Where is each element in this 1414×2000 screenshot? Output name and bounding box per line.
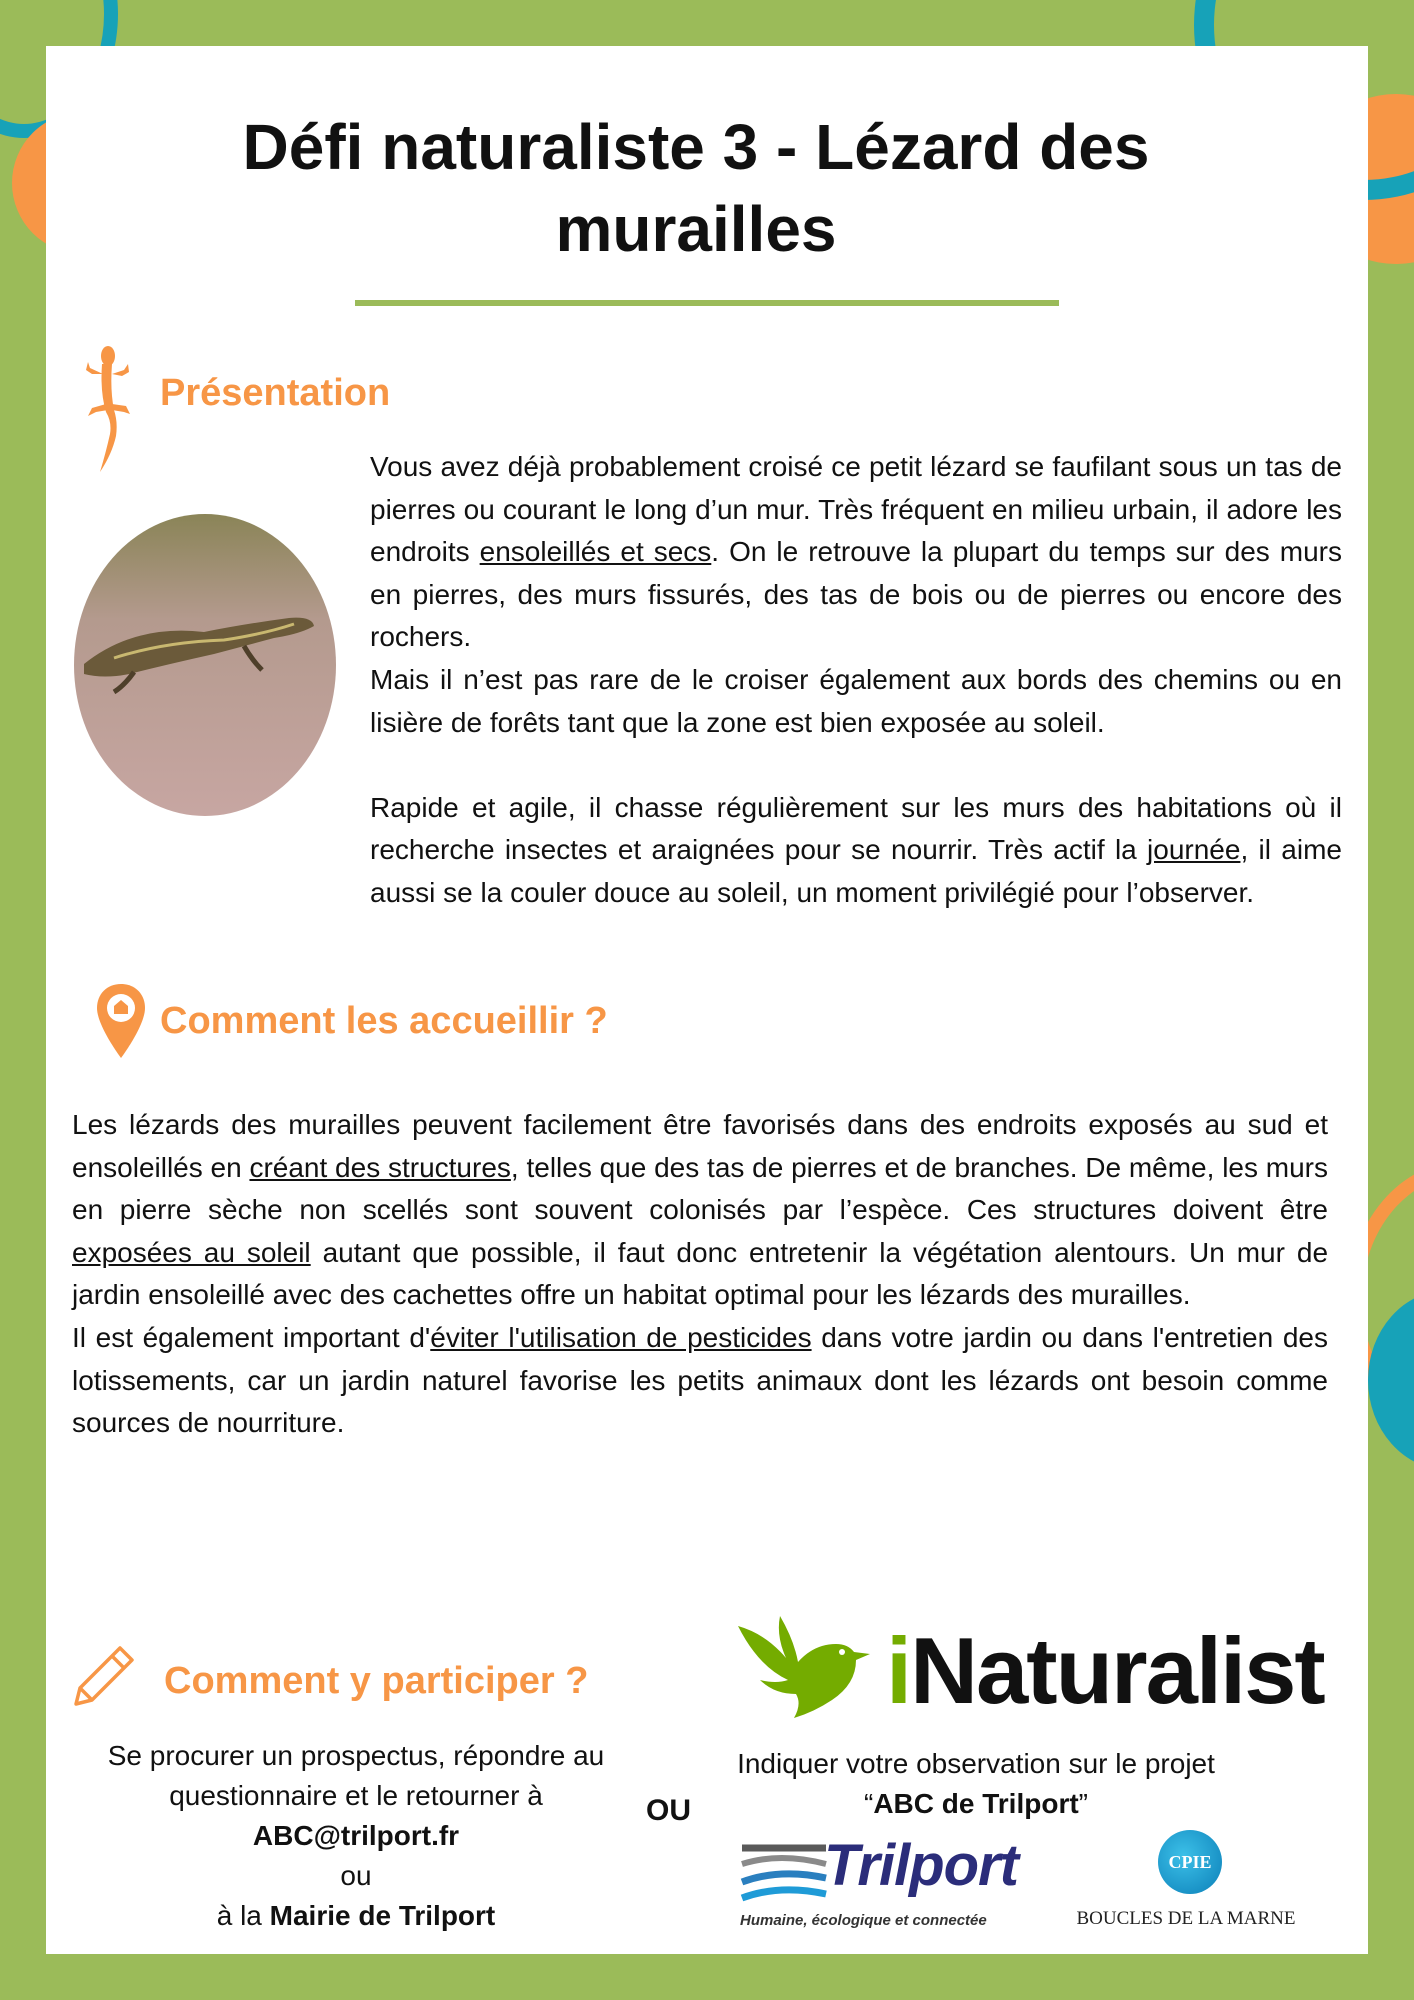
presentation-paragraph-2: Mais il n’est pas rare de le croiser également aux bords des chemins ou en lisière de forêts tant que la zone est bien exposée au soleil. <box>370 663 1342 738</box>
accueillir-text <box>72 1104 1328 1445</box>
presentation-p1-text: Vous avez déjà probablement croisé ce petit lézard se faufilant sous un tas de pierres ou courant le long d’un mur. Très fréquent en milieu urbain, il adore les endroits <box>370 451 1342 568</box>
presentation-paragraph-3 <box>370 787 1342 915</box>
cpie-name: BOUCLES DE LA MARNE <box>1076 1908 1296 1929</box>
accueillir-p2-underline: éviter l'utilisation de pesticides <box>430 1321 812 1353</box>
lizard-photo <box>74 514 336 816</box>
participer-mairie-prefix: à la <box>216 1900 270 1931</box>
accueillir-p2-text: Il est également important d' <box>72 1321 431 1353</box>
participer-line-1: Se procurer un prospectus, répondre au <box>107 1740 605 1771</box>
participer-heading: Comment y participer ? <box>164 1660 589 1702</box>
trilport-logo <box>740 1833 1020 1938</box>
bird-icon <box>736 1614 872 1720</box>
ou-separator: OU <box>646 1794 691 1827</box>
accueillir-p1-underline-2: exposées au soleil <box>72 1236 311 1268</box>
location-pin-icon <box>94 982 148 1060</box>
cpie-logo <box>1056 1830 1316 1940</box>
pencil-icon <box>68 1642 138 1712</box>
participer-or: ou <box>340 1860 372 1891</box>
inaturalist-line-1: Indiquer votre observation sur le projet <box>737 1748 1215 1779</box>
presentation-p1-underline: ensoleillés et secs <box>479 536 712 568</box>
inaturalist-logo <box>886 1616 1324 1726</box>
trilport-tagline: Humaine, écologique et connectée <box>740 1912 987 1929</box>
inaturalist-logo-text: Naturalist <box>910 1618 1324 1723</box>
participer-mairie-line <box>56 1896 656 1936</box>
lizard-icon <box>78 342 138 478</box>
participer-email: ABC@trilport.fr <box>252 1820 460 1851</box>
title-underline <box>355 300 1059 306</box>
presentation-p3-text: Rapide et agile, il chasse régulièrement sur les murs des habitations où il recherche insectes et araignées pour se nourrir. Très actif la <box>370 791 1342 866</box>
project-open-quote: “ <box>864 1788 874 1819</box>
accueillir-p1-underline-1: créant des structures <box>249 1151 511 1183</box>
presentation-p1-text-end: . On le retrouve la plupart du temps sur des murs en pierres, des murs fissurés, des tas de bois ou de pierres ou encore des rochers. <box>370 536 1342 653</box>
accueillir-p2-text-end: dans votre jardin ou dans l'entretien des lotissements, car un jardin naturel favorise les petits animaux dont les lézards ont besoin comme sources de nourriture. <box>72 1321 1328 1439</box>
poster-page <box>46 46 1368 1954</box>
participer-mairie: Mairie de Trilport <box>269 1900 496 1931</box>
accueillir-paragraph-1 <box>72 1104 1328 1317</box>
trilport-waves-icon <box>740 1838 830 1908</box>
presentation-p3-text-end: , il aime aussi se la couler douce au soleil, un moment privilégié pour l’observer. <box>370 834 1342 908</box>
presentation-text <box>370 446 1342 915</box>
accueillir-heading: Comment les accueillir ? <box>160 1000 608 1042</box>
participer-line-2: questionnaire et le retourner à <box>169 1780 543 1811</box>
inaturalist-project-line <box>706 1784 1246 1824</box>
presentation-paragraph-1 <box>370 446 1342 659</box>
page-title: Défi naturaliste 3 - Lézard des murailles <box>242 111 1150 265</box>
project-close-quote: ” <box>1078 1788 1088 1819</box>
cpie-mark: CPIE <box>1168 1851 1212 1872</box>
inaturalist-logo-i: i <box>886 1618 911 1723</box>
presentation-heading: Présentation <box>160 372 391 414</box>
accueillir-paragraph-2 <box>72 1317 1328 1445</box>
cpie-circle-icon <box>1158 1830 1222 1894</box>
accueillir-p1-text: Les lézards des murailles peuvent facilement être favorisés dans des endroits exposés au sud et ensoleillés en <box>72 1109 1328 1183</box>
accueillir-p1-text-end: autant que possible, il faut donc entretenir la végétation alentours. Un mur de jardin ensoleillé avec des cachettes offre un habitat optimal pour les lézards des murailles. <box>72 1236 1329 1311</box>
participer-instructions <box>56 1736 656 1936</box>
trilport-name: Trilport <box>824 1833 1018 1898</box>
presentation-p3-underline: journée <box>1147 834 1241 866</box>
accueillir-p1-text-mid: , telles que des tas de pierres et de branches. De même, les murs en pierre sèche non scellés sont souvent colonisés par l’espèce. Ces structures doivent être <box>72 1151 1328 1226</box>
inaturalist-instructions <box>706 1744 1246 1824</box>
inaturalist-project-name: ABC de Trilport <box>873 1788 1079 1819</box>
